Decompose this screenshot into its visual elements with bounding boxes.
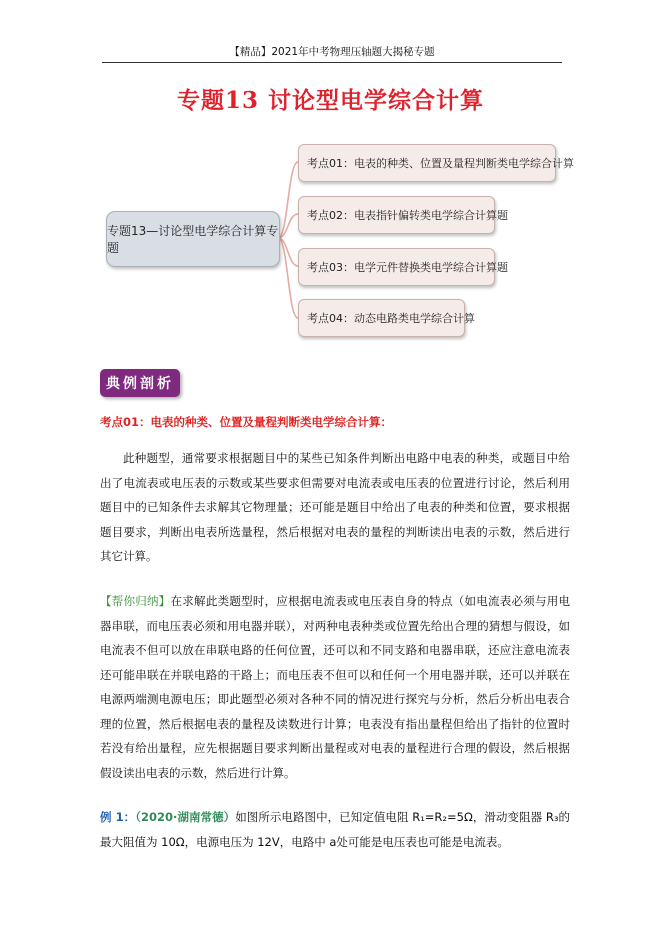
page-header: 【精品】2021年中考物理压轴题大揭秘专题	[229, 46, 435, 58]
example-text: 如图所示电路图中，已知定值电阻 R₁=R₂=5Ω，滑动变阻器 R₃的最大阻值为 10Ω，电源电压为 12V，电路中 a处可能是电压表也可能是电流表。	[100, 810, 570, 849]
example-label: 例 1：	[100, 810, 136, 824]
page-title: 专题13 讨论型电学综合计算	[176, 87, 484, 114]
help-text: 在求解此类题型时，应根据电流表或电压表自身的特点（如电流表必须与用电器串联，而电压表必须和用电器并联），对两种电表种类或位置先给出合理的猜想与假设，如电流表不但可以放在串联电路的任何位置，还可以和不同支路和电器串联，还应注意电流表还可能串联在并联电路的干路上；而电压表不但可以和任何一个用电器并联，还可以并联在电源两端测电源电压；即此题型必须对各种不同的情况进行探究与分析，然后分析出电表合理的位置，然后根据电表的量程及读数进行计算；电表没有指出量程但给出了指针的位置时若没有给出量程，应先根据题目要求判断出量程或对电表的量程进行合理的假设，然后根据假设读出电表的示数，然后进行计算。	[100, 594, 571, 780]
mindmap-item-4: 考点04：动态电路类电学综合计算	[298, 299, 465, 337]
section-banner: 典例剖析	[100, 369, 180, 397]
section-heading: 考点01：电表的种类、位置及量程判断类电学综合计算：	[100, 415, 393, 429]
mindmap-item-3: 考点03：电学元件替换类电学综合计算题	[298, 248, 495, 286]
mindmap-item-1: 考点01：电表的种类、位置及量程判断类电学综合计算	[298, 144, 556, 182]
example-paragraph	[100, 805, 570, 854]
mindmap-root: 专题13—讨论型电学综合计算专题	[106, 211, 280, 267]
help-label: 【帮你归纳】	[100, 594, 171, 608]
intro-paragraph: 此种题型，通常要求根据题目中的某些已知条件判断出电路中电表的种类，或题目中给出了电流表或电压表的示数或某些要求但需要对电流表或电压表的位置进行讨论，然后利用题目中的已知条件去求解其它物理量；还可能是题目中给出了电表的种类和位置，要求根据题目要求，判断出电表所选量程，然后根据对电表的量程的判断读出电表的示数，然后进行其它计算。	[100, 451, 570, 563]
header-divider	[102, 62, 562, 63]
help-paragraph	[100, 589, 570, 785]
example-source: （2020·湖南常德）	[135, 810, 236, 824]
mindmap-item-2: 考点02：电表指针偏转类电学综合计算题	[298, 196, 495, 234]
